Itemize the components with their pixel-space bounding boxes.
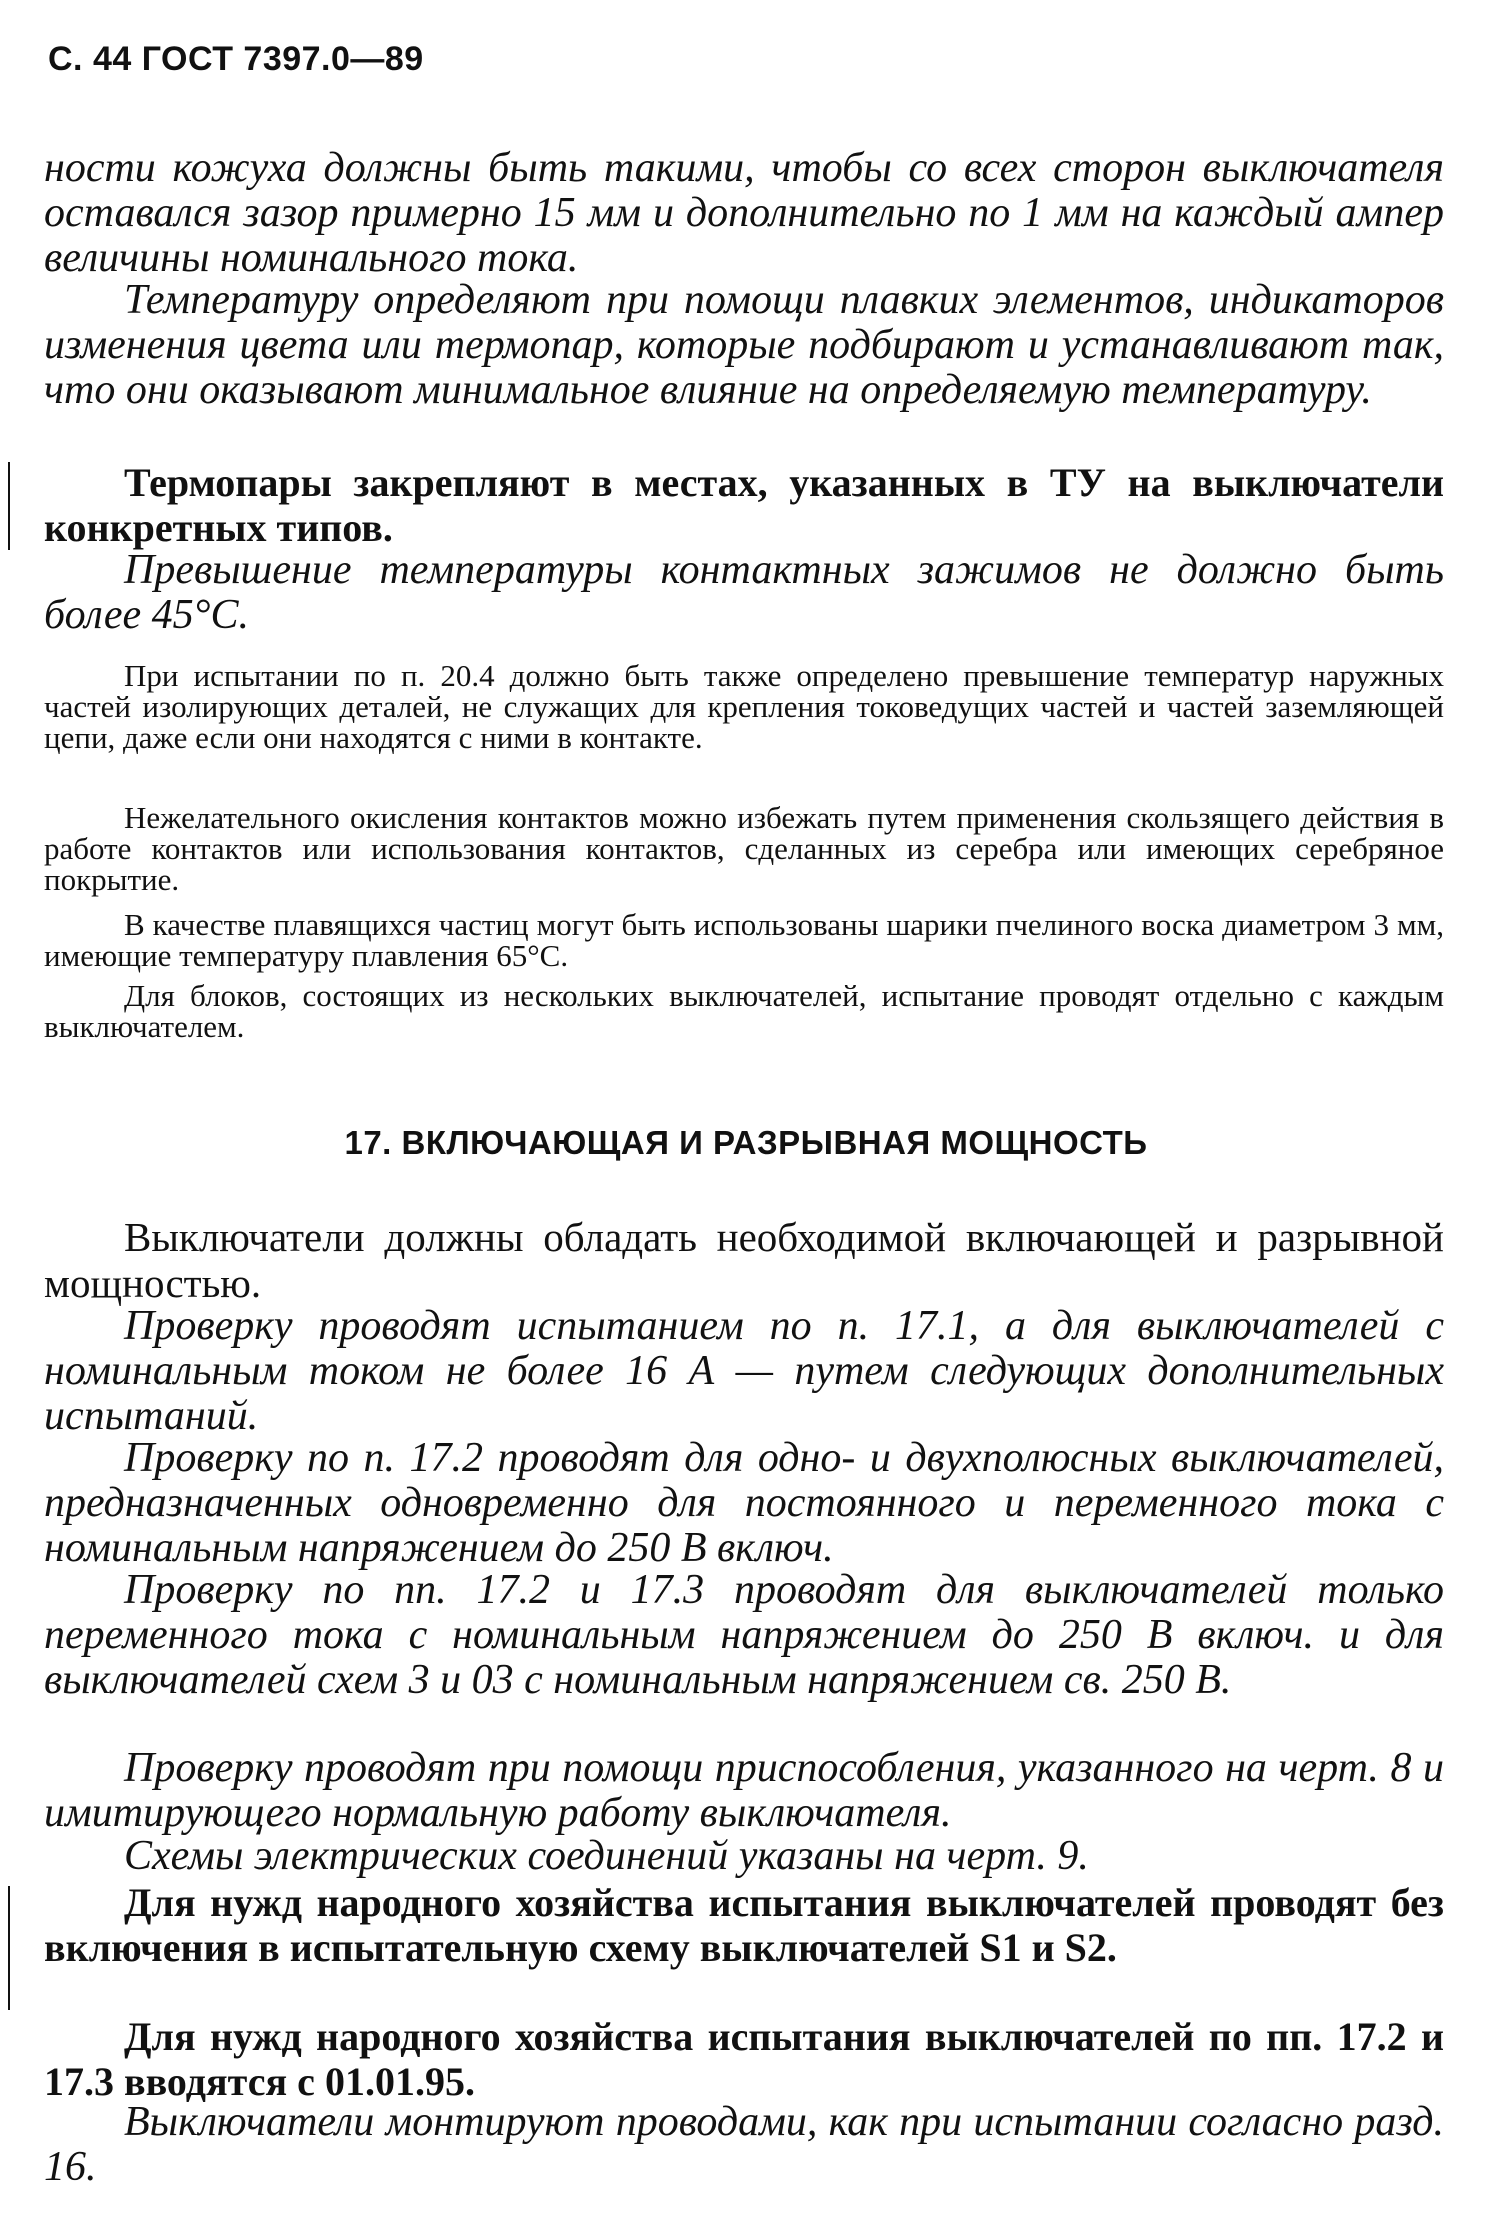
section-title: 17. ВКЛЮЧАЮЩАЯ И РАЗРЫВНАЯ МОЩНОСТЬ	[344, 1124, 1148, 1161]
section-paragraph-5: Проверку проводят при помощи приспособления, указанного на черт. 8 и имитирующего нормальную работу выключателя.	[44, 1745, 1444, 1836]
change-bar	[8, 1886, 10, 2010]
paragraph-temperature-method: Температуру определяют при помощи плавких элементов, индикаторов изменения цвета или термопар, которые подбирают и устанавливают так, что они оказывают минимальное влияние на определяемую температуру.	[44, 277, 1444, 413]
page-header: С. 44 ГОСТ 7397.0—89	[48, 40, 424, 78]
note-paragraph-2: Нежелательного окисления контактов можно избежать путем применения скользящего действия в работе контактов или использования контактов, сделанных из серебра или имеющих серебряное покрытие.	[44, 800, 1444, 897]
section-paragraph-3: Проверку по п. 17.2 проводят для одно- и двухполюсных выключателей, предназначенных одновременно для постоянного и переменного тока с номинальным напряжением до 250 В включ.	[44, 1435, 1444, 1571]
section-paragraph-7: Для нужд народного хозяйства испытания выключателей проводят без включения в испытательную схему выключателей S1 и S2.	[44, 1880, 1444, 1970]
section-paragraph-2: Проверку проводят испытанием по п. 17.1, а для выключателей с номинальным током не более 16 А — путем следующих дополнительных испытаний.	[44, 1303, 1444, 1439]
note-paragraph-3: В качестве плавящихся частиц могут быть использованы шарики пчелиного воска диаметром 3 мм, имеющие температуру плавления 65°С.	[44, 907, 1444, 973]
section-paragraph-4: Проверку по пп. 17.2 и 17.3 проводят для выключателей только переменного тока с номинальным напряжением до 250 В включ. и для выключателей схем 3 и 03 с номинальным напряжением св. 250 В.	[44, 1567, 1444, 1703]
note-paragraph-4: Для блоков, состоящих из нескольких выключателей, испытание проводят отдельно с каждым выключателем.	[44, 978, 1444, 1044]
section-paragraph-1: Выключатели должны обладать необходимой включающей и разрывной мощностью.	[44, 1214, 1444, 1306]
paragraph-temperature-rise: Превышение температуры контактных зажимов не должно быть более 45°С.	[44, 547, 1444, 638]
note-paragraph-1: При испытании по п. 20.4 должно быть также определено превышение температур наружных частей изолирующих деталей, не служащих для крепления токоведущих частей и частей заземляющей цепи, даже если они находятся с ними в контакте.	[44, 658, 1444, 755]
change-bar	[8, 462, 10, 550]
section-paragraph-8: Для нужд народного хозяйства испытания выключателей по пп. 17.2 и 17.3 вводятся с 01.01.95.	[44, 2014, 1444, 2104]
section-paragraph-9: Выключатели монтируют проводами, как при испытании согласно разд. 16.	[44, 2099, 1444, 2190]
paragraph-thermocouples: Термопары закрепляют в местах, указанных в ТУ на выключатели конкретных типов.	[44, 460, 1444, 550]
section-paragraph-6: Схемы электрических соединений указаны на черт. 9.	[124, 1833, 1089, 1879]
paragraph-casing-gap: ности кожуха должны быть такими, чтобы со всех сторон выключателя оставался зазор примерно 15 мм и дополнительно по 1 мм на каждый ампер величины номинального тока.	[44, 145, 1444, 281]
